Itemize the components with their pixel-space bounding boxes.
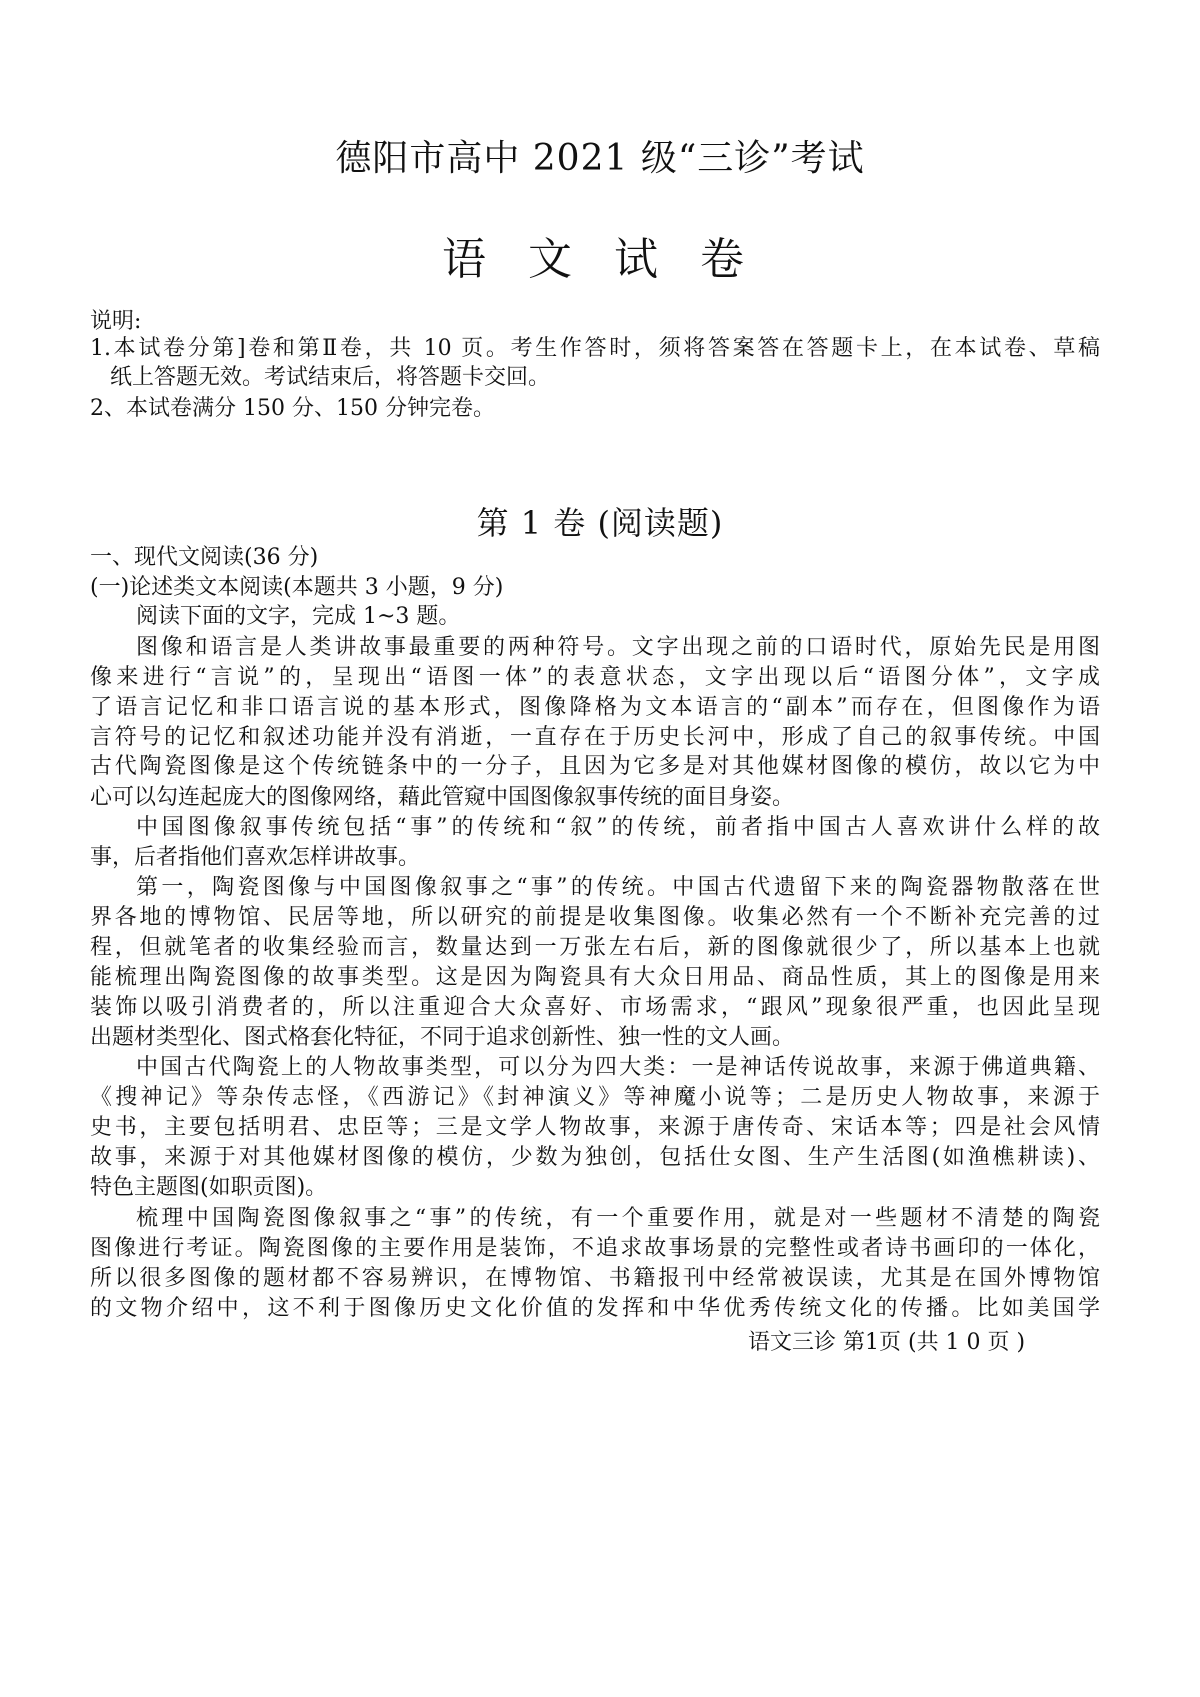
passage-line: 图像进行考证。陶瓷图像的主要作用是装饰，不追求故事场景的完整性或者诗书画印的一体化， <box>90 1236 1100 1261</box>
passage-line: 程，但就笔者的收集经验而言，数量达到一万张左右后，新的图像就很少了，所以基本上也就 <box>90 935 1100 960</box>
passage-line: 《搜神记》等杂传志怪，《西游记》《封神演义》等神魔小说等；二是历史人物故事，来源于 <box>90 1085 1100 1110</box>
subject-title: 语 文 试 卷 <box>442 234 758 285</box>
passage-line: 所以很多图像的题材都不容易辨识，在博物馆、书籍报刊中经常被误读，尤其是在国外博物馆 <box>90 1266 1100 1291</box>
instructions-label: 说明: <box>90 309 142 334</box>
passage-line: 中国图像叙事传统包括“事”的传统和“叙”的传统，前者指中国古人喜欢讲什么样的故 <box>136 815 1100 840</box>
section-subheading: (一)论述类文本阅读(本题共 3 小题，9 分) <box>90 575 504 600</box>
page-footer: 语文三诊 第1页 (共 1 0 页 ) <box>748 1330 1026 1355</box>
passage-line: 出题材类型化、图式格套化特征，不同于追求创新性、独一性的文人画。 <box>90 1025 795 1050</box>
passage-line: 了语言记忆和非口语言说的基本形式，图像降格为文本语言的“副本”而存在，但图像作为语 <box>90 695 1100 720</box>
section-heading: 一、现代文阅读(36 分) <box>90 545 319 570</box>
passage-line: 故事，来源于对其他媒材图像的模仿，少数为独创，包括仕女图、生产生活图(如渔樵耕读)、 <box>90 1145 1100 1170</box>
passage-line: 心可以勾连起庞大的图像网络，藉此管窥中国图像叙事传统的面目身姿。 <box>90 785 795 810</box>
passage-line: 的文物介绍中，这不利于图像历史文化价值的发挥和中华优秀传统文化的传播。比如美国学 <box>90 1296 1100 1321</box>
instruction-item-1-line-1: 1.本试卷分第]卷和第Ⅱ卷，共 10 页。考生作答时，须将答案答在答题卡上，在本试卷、草稿 <box>90 336 1100 361</box>
passage-line: 史书，主要包括明君、忠臣等；三是文学人物故事，来源于唐传奇、宋话本等；四是社会风情 <box>90 1115 1100 1140</box>
passage-line: 能梳理出陶瓷图像的故事类型。这是因为陶瓷具有大众日用品、商品性质，其上的图像是用来 <box>90 965 1100 990</box>
volume-title: 第 1 卷 (阅读题) <box>476 504 724 542</box>
passage-line: 第一，陶瓷图像与中国图像叙事之“事”的传统。中国古代遗留下来的陶瓷器物散落在世 <box>136 875 1100 900</box>
passage-line: 特色主题图(如职贡图)。 <box>90 1175 328 1200</box>
passage-line: 图像和语言是人类讲故事最重要的两种符号。文字出现之前的口语时代，原始先民是用图 <box>136 635 1100 660</box>
passage-line: 古代陶瓷图像是这个传统链条中的一分子，且因为它多是对其他媒材图像的模仿，故以它为中 <box>90 754 1100 779</box>
exam-title: 德阳市高中 2021 级“三诊”考试 <box>335 138 865 179</box>
passage-line: 像来进行“言说”的，呈现出“语图一体”的表意状态，文字出现以后“语图分体”，文字成 <box>90 665 1100 690</box>
passage-line: 梳理中国陶瓷图像叙事之“事”的传统，有一个重要作用，就是对一些题材不清楚的陶瓷 <box>136 1206 1100 1231</box>
passage-line: 装饰以吸引消费者的，所以注重迎合大众喜好、市场需求，“跟风”现象很严重，也因此呈现 <box>90 995 1100 1020</box>
section-instruction: 阅读下面的文字，完成 1~3 题。 <box>136 604 461 629</box>
passage-line: 事，后者指他们喜欢怎样讲故事。 <box>90 845 421 870</box>
passage-line: 言符号的记忆和叙述功能并没有消逝，一直存在于历史长河中，形成了自己的叙事传统。中国 <box>90 725 1100 750</box>
instruction-item-2: 2、本试卷满分 150 分、150 分钟完卷。 <box>90 396 495 421</box>
passage-line: 界各地的博物馆、民居等地，所以研究的前提是收集图像。收集必然有一个不断补充完善的过 <box>90 905 1100 930</box>
instruction-item-1-line-2: 纸上答题无效。考试结束后，将答题卡交回。 <box>110 365 551 390</box>
passage-line: 中国古代陶瓷上的人物故事类型，可以分为四大类：一是神话传说故事，来源于佛道典籍、 <box>136 1055 1100 1080</box>
